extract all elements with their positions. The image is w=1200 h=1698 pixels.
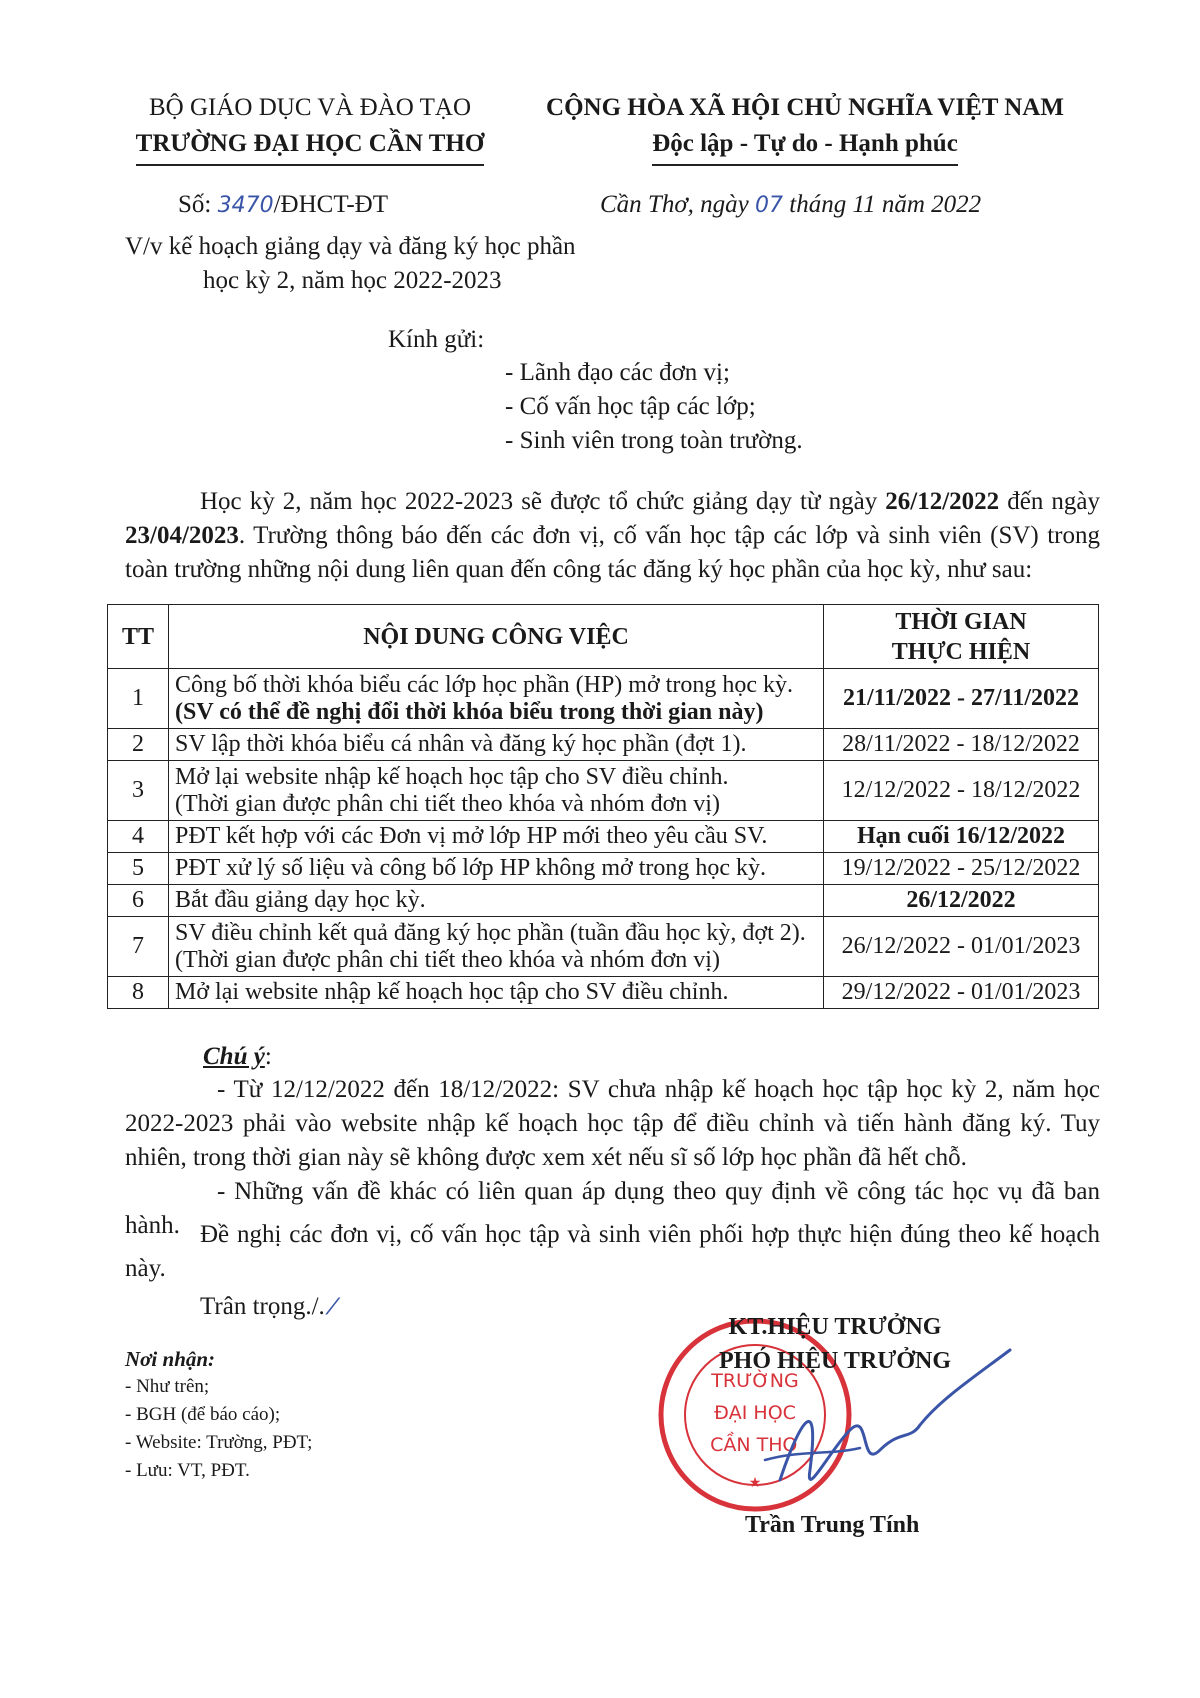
start-date: 26/12/2022	[885, 488, 1000, 515]
note-item-2: - Những vấn đề khác có liên quan áp dụng theo quy định về công tác học vụ đã ban hành.	[125, 1178, 1100, 1239]
receiver-item: - BGH (để báo cáo);	[125, 1404, 281, 1425]
handwritten-signature	[740, 1330, 1040, 1520]
recipients-label: Kính gửi:	[388, 326, 485, 353]
header-left	[110, 90, 510, 166]
col-time: THỜI GIAN THỰC HIỆN	[824, 605, 1099, 669]
initial-mark: ⁄	[331, 1295, 335, 1320]
table-row: 5 PĐT xử lý số liệu và công bố lớp HP không mở trong học kỳ. 19/12/2022 - 25/12/2022	[108, 853, 1099, 885]
table-row: 6 Bắt đầu giảng dạy học kỳ. 26/12/2022	[108, 885, 1099, 917]
receivers-label: Nơi nhận:	[125, 1347, 216, 1371]
table-row: 7 SV điều chỉnh kết quả đăng ký học phần (tuần đầu học kỳ, đợt 2). (Thời gian được phân chi tiết theo khóa và nhóm đơn vị) 26/12/2022 - 01/01/2023	[108, 917, 1099, 977]
receivers-block	[125, 1345, 312, 1485]
request-paragraph: Đề nghị các đơn vị, cố vấn học tập và sinh viên phối hợp thực hiện đúng theo kế hoạch này.	[125, 1221, 1100, 1282]
university-name: TRƯỜNG ĐẠI HỌC CẦN THƠ	[136, 126, 485, 166]
subject: V/v kế hoạch giảng dạy và đăng ký học phần học kỳ 2, năm học 2022-2023	[125, 233, 576, 294]
col-content: NỘI DUNG CÔNG VIỆC	[169, 605, 824, 669]
seal-text: TRƯỜNG	[711, 1370, 799, 1392]
republic-name: CỘNG HÒA XÃ HỘI CHỦ NGHĨA VIỆT NAM	[546, 94, 1064, 121]
seal-text: CẦN THƠ	[710, 1434, 800, 1456]
col-tt: TT	[108, 605, 169, 669]
note-item-1: - Từ 12/12/2022 đến 18/12/2022: SV chưa nhập kế hoạch học tập học kỳ 2, năm học 2022-2023 phải vào website nhập kế hoạch học tập để điều chỉnh và tiến hành đăng ký. Tuy nhiên, trong thời gian này sẽ không được xem xét nếu sĩ số lớp học phần đã hết chỗ.	[125, 1076, 1100, 1171]
receiver-item: - Lưu: VT, PĐT.	[125, 1460, 250, 1481]
end-date: 23/04/2023	[125, 522, 239, 549]
closing: Trân trọng./. ⁄	[200, 1293, 335, 1320]
motto: Độc lập - Tự do - Hạnh phúc	[652, 126, 958, 166]
recipient-item: - Sinh viên trong toàn trường.	[505, 427, 803, 454]
seal-text: ĐẠI HỌC	[714, 1402, 796, 1424]
table-row: 3 Mở lại website nhập kế hoạch học tập cho SV điều chỉnh. (Thời gian được phân chi tiết theo khóa và nhóm đơn vị) 12/12/2022 - 18/12/2022	[108, 761, 1099, 821]
intro-paragraph: Học kỳ 2, năm học 2022-2023 sẽ được tổ chức giảng dạy từ ngày 26/12/2022 đến ngày 23/04/2023. Trường thông báo đến các đơn vị, cố vấn học tập các lớp và sinh viên (SV) trong toàn trường những nội dung liên quan đến công tác đăng ký học phần của học kỳ, như sau:	[125, 488, 1100, 583]
doc-number: Số: 3470/ĐHCT-ĐT	[178, 191, 388, 218]
handwritten-number: 3470	[217, 193, 274, 218]
table-row: 1 Công bố thời khóa biểu các lớp học phần (HP) mở trong học kỳ. (SV có thể đề nghị đổi thời khóa biểu trong thời gian này) 21/11/2022 - 27/11/2022	[108, 669, 1099, 729]
table-row: 8 Mở lại website nhập kế hoạch học tập cho SV điều chỉnh. 29/12/2022 - 01/01/2023	[108, 977, 1099, 1009]
doc-date: Cần Thơ, ngày 07 tháng 11 năm 2022	[600, 191, 982, 218]
note-label: Chú ý:	[203, 1043, 272, 1070]
recipient-item: - Cố vấn học tập các lớp;	[505, 393, 756, 420]
handwritten-day: 07	[755, 193, 784, 218]
signature-title-2: PHÓ HIỆU TRƯỞNG	[718, 1348, 952, 1374]
svg-text:★: ★	[748, 1475, 762, 1491]
receiver-item: - Như trên;	[125, 1376, 210, 1397]
recipient-item: - Lãnh đạo các đơn vị;	[505, 359, 730, 386]
header-right	[525, 90, 1085, 166]
receiver-item: - Website: Trường, PĐT;	[125, 1432, 313, 1453]
schedule-table	[107, 604, 1099, 1009]
signature-title-1: KT.HIỆU TRƯỞNG	[728, 1314, 942, 1340]
table-row: 4 PĐT kết hợp với các Đơn vị mở lớp HP mới theo yêu cầu SV. Hạn cuối 16/12/2022	[108, 821, 1099, 853]
table-header-row	[108, 605, 1099, 669]
ministry-name: BỘ GIÁO DỤC VÀ ĐÀO TẠO	[149, 94, 471, 121]
recipients-list	[505, 356, 803, 458]
signer-name: Trần Trung Tính	[745, 1512, 920, 1538]
table-row: 2 SV lập thời khóa biểu cá nhân và đăng ký học phần (đợt 1). 28/11/2022 - 18/12/2022	[108, 729, 1099, 761]
